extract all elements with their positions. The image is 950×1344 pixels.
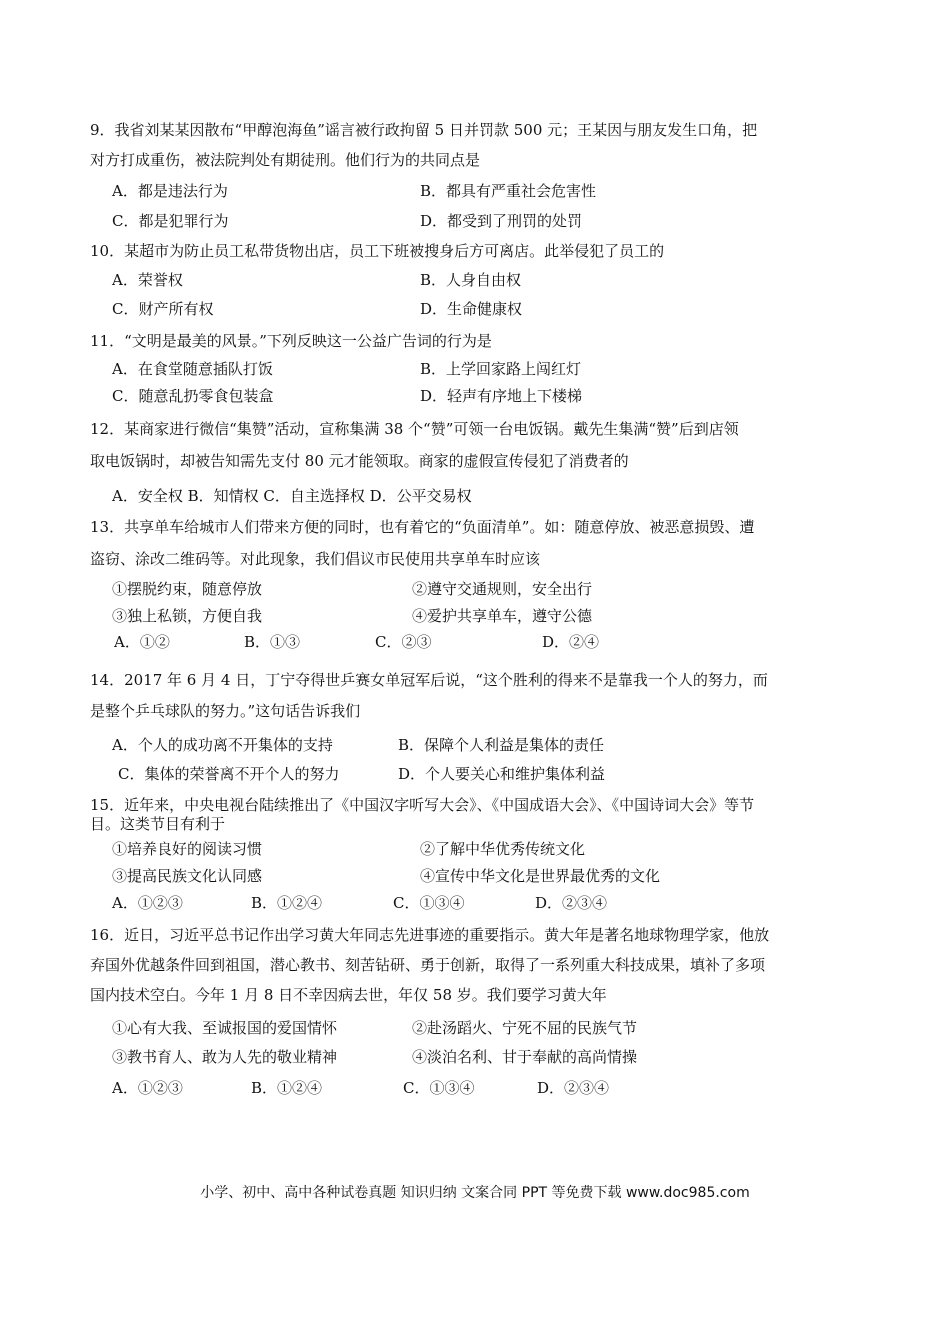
question-9-line-1: 9．我省刘某某因散布“甲醇泡海鱼”谣言被行政拘留 5 日并罚款 500 元；王某因与朋友发生口角，把 <box>90 121 758 139</box>
question-10-option-d: D．生命健康权 <box>420 300 523 318</box>
question-12-options: A．安全权 B．知情权 C．自主选择权 D．公平交易权 <box>112 487 472 505</box>
question-13-choice-d: D．②④ <box>542 633 600 651</box>
question-14-line-2: 是整个乒乓球队的努力。”这句话告诉我们 <box>90 702 361 720</box>
question-10-option-a: A．荣誉权 <box>112 271 183 289</box>
question-13-statement-3: ③独上私锁，方便自我 <box>112 607 263 625</box>
question-9-option-d: D．都受到了刑罚的处罚 <box>420 212 583 230</box>
question-13-statement-4: ④爱护共享单车，遵守公德 <box>412 607 593 625</box>
question-15-choice-a: A．①②③ <box>112 894 183 912</box>
question-10-option-c: C．财产所有权 <box>112 300 214 318</box>
question-11-line-1: 11．“文明是最美的风景。”下列反映这一公益广告词的行为是 <box>90 332 492 350</box>
question-11-option-a: A．在食堂随意插队打饭 <box>112 360 273 378</box>
question-16-statement-4: ④淡泊名利、甘于奉献的高尚情操 <box>412 1048 638 1066</box>
question-9-option-c: C．都是犯罪行为 <box>112 212 229 230</box>
question-13-choice-a: A．①② <box>114 633 170 651</box>
question-10-option-b: B．人身自由权 <box>420 271 522 289</box>
question-15-choice-c: C．①③④ <box>393 894 465 912</box>
question-16-choice-b: B．①②④ <box>251 1079 323 1097</box>
question-16-statement-3: ③教书育人、敢为人先的敬业精神 <box>112 1048 338 1066</box>
page-footer: 小学、初中、高中各种试卷真题 知识归纳 文案合同 PPT 等免费下载 www.doc985.com <box>200 1185 750 1201</box>
question-9-line-2: 对方打成重伤，被法院判处有期徒刑。他们行为的共同点是 <box>90 151 481 169</box>
question-13-statement-2: ②遵守交通规则，安全出行 <box>412 580 593 598</box>
question-10-line-1: 10．某超市为防止员工私带货物出店，员工下班被搜身后方可离店。此举侵犯了员工的 <box>90 242 665 260</box>
question-16-choice-d: D．②③④ <box>537 1079 610 1097</box>
question-15-choice-d: D．②③④ <box>535 894 608 912</box>
question-16-statement-2: ②赴汤蹈火、宁死不屈的民族气节 <box>412 1019 638 1037</box>
question-11-option-b: B．上学回家路上闯红灯 <box>420 360 582 378</box>
question-14-option-c: C．集体的荣誉离不开个人的努力 <box>118 765 340 783</box>
question-11-option-c: C．随意乱扔零食包装盒 <box>112 387 274 405</box>
question-12-line-1: 12．某商家进行微信“集赞”活动，宣称集满 38 个“赞”可领一台电饭锅。戴先生集满“赞”后到店领 <box>90 420 739 438</box>
question-16-line-2: 弃国外优越条件回到祖国，潜心教书、刻苦钻研、勇于创新，取得了一系列重大科技成果，填补了多项 <box>90 956 766 974</box>
question-15-line-2: 目。这类节目有利于 <box>90 815 226 833</box>
question-15-statement-2: ②了解中华优秀传统文化 <box>420 840 586 858</box>
question-14-option-d: D．个人要关心和维护集体利益 <box>398 765 606 783</box>
question-15-statement-3: ③提高民族文化认同感 <box>112 867 263 885</box>
question-16-choice-c: C．①③④ <box>403 1079 475 1097</box>
question-16-statement-1: ①心有大我、至诚报国的爱国情怀 <box>112 1019 338 1037</box>
question-12-line-2: 取电饭锅时，却被告知需先支付 80 元才能领取。商家的虚假宣传侵犯了消费者的 <box>90 452 629 470</box>
question-9-option-b: B．都具有严重社会危害性 <box>420 182 597 200</box>
question-13-line-1: 13．共享单车给城市人们带来方便的同时，也有着它的“负面清单”。如：随意停放、被恶意损毁、遭 <box>90 518 755 536</box>
question-15-statement-4: ④宣传中华文化是世界最优秀的文化 <box>420 867 661 885</box>
question-11-option-d: D．轻声有序地上下楼梯 <box>420 387 583 405</box>
question-14-option-a: A．个人的成功离不开集体的支持 <box>112 736 333 754</box>
question-13-statement-1: ①摆脱约束，随意停放 <box>112 580 263 598</box>
question-16-choice-a: A．①②③ <box>112 1079 183 1097</box>
question-15-statement-1: ①培养良好的阅读习惯 <box>112 840 263 858</box>
question-14-option-b: B．保障个人利益是集体的责任 <box>398 736 605 754</box>
question-16-line-1: 16．近日，习近平总书记作出学习黄大年同志先进事迹的重要指示。黄大年是著名地球物理学家，他放 <box>90 926 770 944</box>
question-16-line-3: 国内技术空白。今年 1 月 8 日不幸因病去世，年仅 58 岁。我们要学习黄大年 <box>90 986 607 1004</box>
question-9-option-a: A．都是违法行为 <box>112 182 228 200</box>
question-15-line-1: 15．近年来，中央电视台陆续推出了《中国汉字听写大会》、《中国成语大会》、《中国诗词大会》等节 <box>90 796 755 814</box>
question-13-choice-c: C．②③ <box>375 633 432 651</box>
question-13-line-2: 盗窃、涂改二维码等。对此现象，我们倡议市民使用共享单车时应该 <box>90 550 541 568</box>
question-15-choice-b: B．①②④ <box>251 894 323 912</box>
question-13-choice-b: B．①③ <box>244 633 301 651</box>
question-14-line-1: 14．2017 年 6 月 4 日，丁宁夺得世乒赛女单冠军后说，“这个胜利的得来不是靠我一个人的努力，而 <box>90 671 768 689</box>
